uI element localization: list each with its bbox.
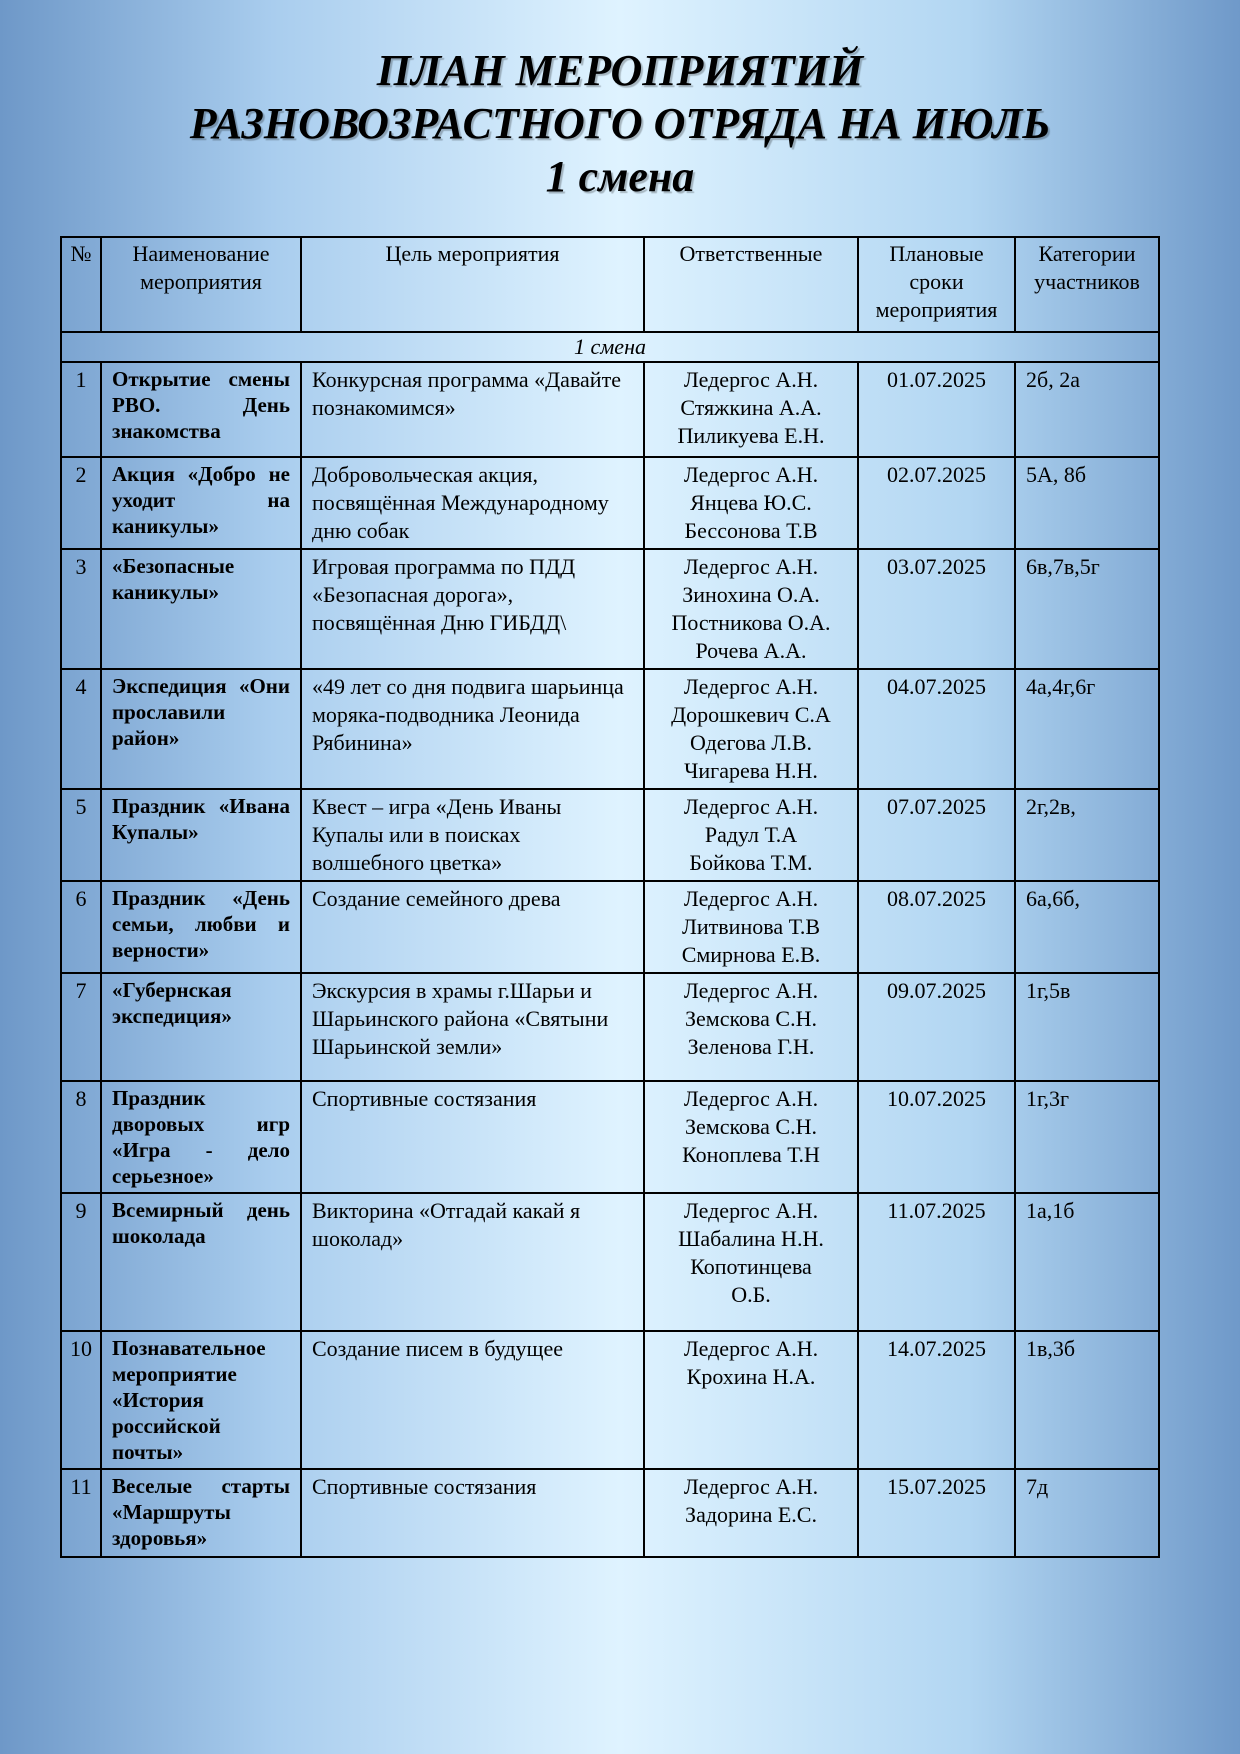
event-name: «Безопасные каникулы»: [101, 549, 301, 669]
event-responsible: [644, 362, 858, 457]
event-responsible: [644, 1193, 858, 1331]
header-responsible: Ответственные: [644, 237, 858, 332]
table-row: [61, 881, 1159, 973]
event-responsible: [644, 881, 858, 973]
event-categories: 5А, 8б: [1015, 457, 1159, 549]
row-number: 10: [61, 1331, 101, 1469]
row-number: 2: [61, 457, 101, 549]
row-number: 6: [61, 881, 101, 973]
event-goal: Конкурсная программа «Давайте познакомимся»: [301, 362, 644, 457]
event-categories: 2б, 2а: [1015, 362, 1159, 457]
event-responsible: [644, 549, 858, 669]
event-categories: 1в,3б: [1015, 1331, 1159, 1469]
event-goal: Экскурсия в храмы г.Шарьи и Шарьинского района «Святыни Шарьинской земли»: [301, 973, 644, 1081]
row-number: 3: [61, 549, 101, 669]
event-name: Праздник дворовых игр «Игра - дело серьезное»: [101, 1081, 301, 1193]
table-row: [61, 1081, 1159, 1193]
event-name: Экспедиция «Они прославили район»: [101, 669, 301, 789]
responsible-person: Ледергос А.Н.: [683, 978, 819, 1003]
responsible-person: Радул Т.А: [704, 822, 798, 847]
table-row: [61, 1193, 1159, 1331]
responsible-person: Ледергос А.Н.: [683, 1336, 819, 1361]
event-categories: 4а,4г,6г: [1015, 669, 1159, 789]
event-categories: 6в,7в,5г: [1015, 549, 1159, 669]
event-date: 07.07.2025: [858, 789, 1015, 881]
event-goal: Викторина «Отгадай какай я шоколад»: [301, 1193, 644, 1331]
event-date: 02.07.2025: [858, 457, 1015, 549]
event-goal: Спортивные состязания: [301, 1469, 644, 1557]
event-name: Акция «Добро не уходит на каникулы»: [101, 457, 301, 549]
table-row: [61, 457, 1159, 549]
responsible-person: Литвинова Т.В: [681, 914, 820, 939]
event-goal: Создание семейного древа: [301, 881, 644, 973]
event-responsible: [644, 457, 858, 549]
responsible-person: Одегова Л.В.: [690, 730, 812, 755]
responsible-person: Бойкова Т.М.: [689, 850, 813, 875]
responsible-person: Земскова С.Н.: [685, 1006, 817, 1031]
event-goal: Добровольческая акция, посвящённая Международному дню собак: [301, 457, 644, 549]
responsible-person: Ледергос А.Н.: [683, 794, 819, 819]
event-responsible: [644, 669, 858, 789]
event-name: «Губернская экспедиция»: [101, 973, 301, 1081]
responsible-person: Бессонова Т.В: [684, 518, 818, 543]
event-date: 03.07.2025: [858, 549, 1015, 669]
row-number: 9: [61, 1193, 101, 1331]
responsible-person: Зинохина О.А.: [682, 582, 820, 607]
responsible-person: О.Б.: [731, 1282, 771, 1307]
event-name: Праздник «День семьи, любви и верности»: [101, 881, 301, 973]
event-goal: Создание писем в будущее: [301, 1331, 644, 1469]
event-goal: Квест – игра «День Иваны Купалы или в поисках волшебного цветка»: [301, 789, 644, 881]
header-goal: Цель мероприятия: [301, 237, 644, 332]
event-responsible: [644, 1331, 858, 1469]
responsible-person: Зеленова Г.Н.: [687, 1034, 815, 1059]
event-responsible: [644, 1469, 858, 1557]
event-date: 09.07.2025: [858, 973, 1015, 1081]
row-number: 5: [61, 789, 101, 881]
table-row: [61, 669, 1159, 789]
responsible-person: Ледергос А.Н.: [683, 367, 819, 392]
event-name: Веселые старты «Маршруты здоровья»: [101, 1469, 301, 1557]
responsible-person: Смирнова Е.В.: [681, 942, 821, 967]
event-categories: 1г,5в: [1015, 973, 1159, 1081]
table-row: [61, 973, 1159, 1081]
responsible-person: Дорошкевич С.А: [671, 702, 831, 727]
section-row: [61, 332, 1159, 362]
event-date: 01.07.2025: [858, 362, 1015, 457]
page-title: [0, 44, 1240, 203]
event-name: Всемирный день шоколада: [101, 1193, 301, 1331]
responsible-person: Ледергос А.Н.: [683, 886, 819, 911]
responsible-person: Задорина Е.С.: [685, 1502, 817, 1527]
row-number: 1: [61, 362, 101, 457]
row-number: 4: [61, 669, 101, 789]
table-row: [61, 1331, 1159, 1469]
responsible-person: Ледергос А.Н.: [683, 1474, 819, 1499]
event-categories: 6а,6б,: [1015, 881, 1159, 973]
event-responsible: [644, 973, 858, 1081]
event-categories: 2г,2в,: [1015, 789, 1159, 881]
table-row: [61, 789, 1159, 881]
event-categories: 7д: [1015, 1469, 1159, 1557]
event-goal: «49 лет со дня подвига шарьинца моряка-подводника Леонида Рябинина»: [301, 669, 644, 789]
table-header-row: [61, 237, 1159, 332]
event-date: 11.07.2025: [858, 1193, 1015, 1331]
responsible-person: Ледергос А.Н.: [683, 1086, 819, 1111]
row-number: 7: [61, 973, 101, 1081]
responsible-person: Стяжкина А.А.: [680, 395, 822, 420]
row-number: 11: [61, 1469, 101, 1557]
header-dates: Плановые сроки мероприятия: [858, 237, 1015, 332]
responsible-person: Ледергос А.Н.: [683, 554, 819, 579]
responsible-person: Ледергос А.Н.: [683, 1198, 819, 1223]
event-responsible: [644, 789, 858, 881]
responsible-person: Копотинцева: [690, 1254, 812, 1279]
responsible-person: Чигарева Н.Н.: [684, 758, 818, 783]
event-name: Открытие смены РВО. День знакомства: [101, 362, 301, 457]
header-name: Наименование мероприятия: [101, 237, 301, 332]
section-label: 1 смена: [61, 332, 1159, 362]
responsible-person: Ледергос А.Н.: [683, 462, 819, 487]
table-row: [61, 1469, 1159, 1557]
responsible-person: Земскова С.Н.: [685, 1114, 817, 1139]
table-row: [61, 362, 1159, 457]
responsible-person: Ледергос А.Н.: [683, 674, 819, 699]
table-row: [61, 549, 1159, 669]
event-date: 15.07.2025: [858, 1469, 1015, 1557]
responsible-person: Рочева А.А.: [695, 638, 807, 663]
responsible-person: Коноплева Т.Н: [682, 1142, 820, 1167]
event-date: 14.07.2025: [858, 1331, 1015, 1469]
event-date: 04.07.2025: [858, 669, 1015, 789]
event-responsible: [644, 1081, 858, 1193]
event-goal: Спортивные состязания: [301, 1081, 644, 1193]
title-line-2: РАЗНОВОЗРАСТНОГО ОТРЯДА НА ИЮЛЬ: [189, 99, 1051, 148]
row-number: 8: [61, 1081, 101, 1193]
responsible-person: Пиликуева Е.Н.: [677, 423, 825, 448]
event-categories: 1а,1б: [1015, 1193, 1159, 1331]
responsible-person: Шабалина Н.Н.: [678, 1226, 824, 1251]
responsible-person: Янцева Ю.С.: [690, 490, 812, 515]
event-goal: Игровая программа по ПДД «Безопасная дорога», посвящённая Дню ГИБДД\: [301, 549, 644, 669]
event-name: Праздник «Ивана Купалы»: [101, 789, 301, 881]
title-line-3: 1 смена: [545, 152, 695, 201]
events-plan-table: [60, 236, 1160, 1558]
event-name: Познавательное мероприятие «История российской почты»: [101, 1331, 301, 1469]
responsible-person: Постникова О.А.: [671, 610, 831, 635]
title-line-1: ПЛАН МЕРОПРИЯТИЙ: [376, 46, 864, 95]
header-num: №: [61, 237, 101, 332]
event-date: 10.07.2025: [858, 1081, 1015, 1193]
event-date: 08.07.2025: [858, 881, 1015, 973]
responsible-person: Крохина Н.А.: [686, 1364, 816, 1389]
header-categories: Категории участников: [1015, 237, 1159, 332]
event-categories: 1г,3г: [1015, 1081, 1159, 1193]
